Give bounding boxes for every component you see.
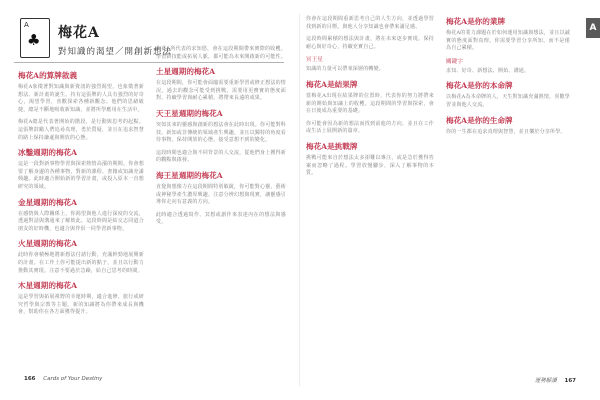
- body-paragraph: 你會在這段期間重新思考自己的人生方向，並透過學習找到新的目標。與他人分享知識也會帶來滿足感。: [306, 16, 434, 30]
- body-paragraph: 你的一生都在追求真理與智慧，並且樂於分享所學。: [446, 128, 566, 135]
- right-footer: [535, 376, 582, 384]
- keyword-label: 關鍵字: [446, 58, 463, 65]
- body-paragraph: 梅花A總是代表著開始的階段，是行動與思考的起點。這張牌鼓勵人們追尋真理，勇於質疑，並且在追求智慧的路上保持謙遜與開放的心態。: [18, 119, 144, 141]
- body-paragraph: 這是一段對新事物學習與探索熱情高漲的期間。你會想要了解身邊的各種事物，對新的課程、書籍或知識充滿興趣。此時適合開始新的學習計畫，或投入原本一直想研究的領域。: [18, 161, 144, 190]
- page-number: 167: [564, 378, 576, 384]
- section-heading: 梅花A的算牌敘義: [18, 71, 78, 80]
- body-paragraph: 直覺與想像力在這段期間特別敏銳，你可能對心靈、藝術或神秘學產生濃厚興趣。注意分辨幻想與現實，讓靈感引導你走向有意義的方向。: [156, 183, 287, 206]
- section-heading: 海王星週期的梅花A: [156, 170, 223, 180]
- body-paragraph: 這段時間累積的想法與計畫，將在未來逐步實現。保持耐心與好奇心，持續充實自己。: [306, 36, 434, 50]
- body-paragraph: 此時適合透過寫作、冥想或創作來表達內在的想法與感受。: [156, 211, 286, 226]
- right-page: [304, 16, 586, 382]
- body-paragraph: 以梅花A為本命牌的人，天生對知識充滿熱情，喜歡學習並與他人交流。: [446, 94, 570, 108]
- section-heading: 梅花A是你的業牌: [446, 17, 506, 26]
- body-paragraph: 在這段期間，你可能會面臨需要重新學習或修正想法的情況。過去的觀念可能受到挑戰，需要用更務實的態度面對。持續學習與耐心累積，將帶來長遠的成果。: [156, 80, 287, 102]
- card-rank: A: [24, 21, 29, 29]
- section-heading: 金星週期的梅花A: [18, 197, 78, 207]
- body-paragraph: 在感情與人際關係上，你渴望與他人進行深度的交流，透過對話與溝通來了解彼此。這段時間是結交志同道合朋友的好時機，也適合與伴侶一同學習新事物。: [18, 210, 144, 232]
- section-heading: 梅花A是挑戰牌: [306, 141, 358, 151]
- left-column-2: [156, 46, 286, 232]
- body-paragraph: 梅花A所代表的求知慾，會在這段期間帶來實際的收穫。學習新技能或拓展人脈，都可能為未來開啟新的可能性。: [156, 46, 287, 60]
- playing-card-icon: [20, 18, 50, 58]
- body-paragraph: 求知、好奇、新想法、開始、溝通。: [446, 67, 530, 74]
- body-paragraph: 這段時間也適合與不同背景的人交流，從他們身上獲得新的觀點與啟發。: [156, 149, 287, 164]
- club-suit-icon: ♣: [27, 31, 41, 49]
- left-page: [14, 16, 296, 382]
- keyword-label: 冥王星: [306, 57, 323, 64]
- section-heading: 冰鑿週期的梅花A: [18, 148, 78, 158]
- section-heading: 梅花A是你的生命牌: [446, 115, 513, 125]
- right-column-1: [306, 16, 434, 183]
- section-heading: 梅花A是你的本命牌: [446, 81, 513, 91]
- running-title: Cards of Your Destiny: [43, 376, 103, 382]
- section-heading: 木星週期的梅花A: [18, 281, 78, 291]
- body-paragraph: 此時你會積極地將新想法付諸行動，充滿幹勁地展開新的計畫。在工作上你可能提出新的點子，並且以行動力推動其實現。注意不要過於急躁，給自己思考的時間。: [18, 252, 144, 274]
- body-paragraph: 當梅花A出現在結果牌的位置時，代表你的努力將帶來新的開始與知識上的收穫。這段期間的學習與探索，會在日後成為重要的基礎。: [306, 92, 434, 115]
- chapter-subtitle: 對知識的渴望／開創新想法: [58, 47, 173, 57]
- body-paragraph: 知識的力量可以帶來深層的轉變。: [306, 66, 385, 73]
- body-paragraph: 突如其來的靈感與創新的想法會在此時出現。你可能對科技、新知或非傳統的領域產生興趣，並且以獨特的角度看待事物。保持開放的心態，接受意想不到的變化。: [156, 121, 287, 144]
- page-gutter: [299, 14, 300, 386]
- right-column-2: [446, 16, 570, 141]
- running-section: 運勢解讀: [534, 378, 557, 384]
- page-number: 166: [24, 376, 36, 382]
- section-heading: 天王星週期的梅花A: [156, 108, 223, 118]
- body-paragraph: 挑戰可能來自於想法太多卻難以專注，或是急於獲得答案而忽略了過程。學習放慢腳步，深入了解事物的本質。: [306, 154, 434, 177]
- section-heading: 土星週期的梅花A: [156, 67, 216, 77]
- left-footer: [18, 376, 102, 382]
- body-paragraph: 這是學習與拓展視野的幸運時期，適合進修、旅行或研究哲學與宗教等主題。新的知識將為你帶來成長與機會，幫助你在各方面獲得提升。: [18, 294, 144, 316]
- body-paragraph: 你可能會因為新的想法而找到前進的方向，並且在工作或生活上展開新的篇章。: [306, 120, 434, 135]
- body-paragraph: 梅花A的業力課題在於如何運用知識與想法，並且以誠實的態度面對真理。你需要學習分享所知，而不是僅為自己累積。: [446, 30, 570, 52]
- section-heading: 火星週期的梅花A: [18, 239, 78, 249]
- chapter-side-tab: A: [586, 18, 600, 38]
- left-column-1: [18, 70, 144, 322]
- chapter-title: 梅花A: [58, 25, 100, 41]
- body-paragraph: 梅花A象徵著對知識與新資訊的強烈渴望，也象徵著新想法、新計畫的誕生。持有這張牌的人具有強烈的好奇心，渴望學習，喜歡探索各種新觀念。他們的思緒敏捷，總是不斷地吸收新知識，並將所學應用在生活中。: [18, 84, 144, 113]
- chapter-title-block: [58, 22, 172, 57]
- section-heading: 梅花A是結果牌: [306, 79, 358, 89]
